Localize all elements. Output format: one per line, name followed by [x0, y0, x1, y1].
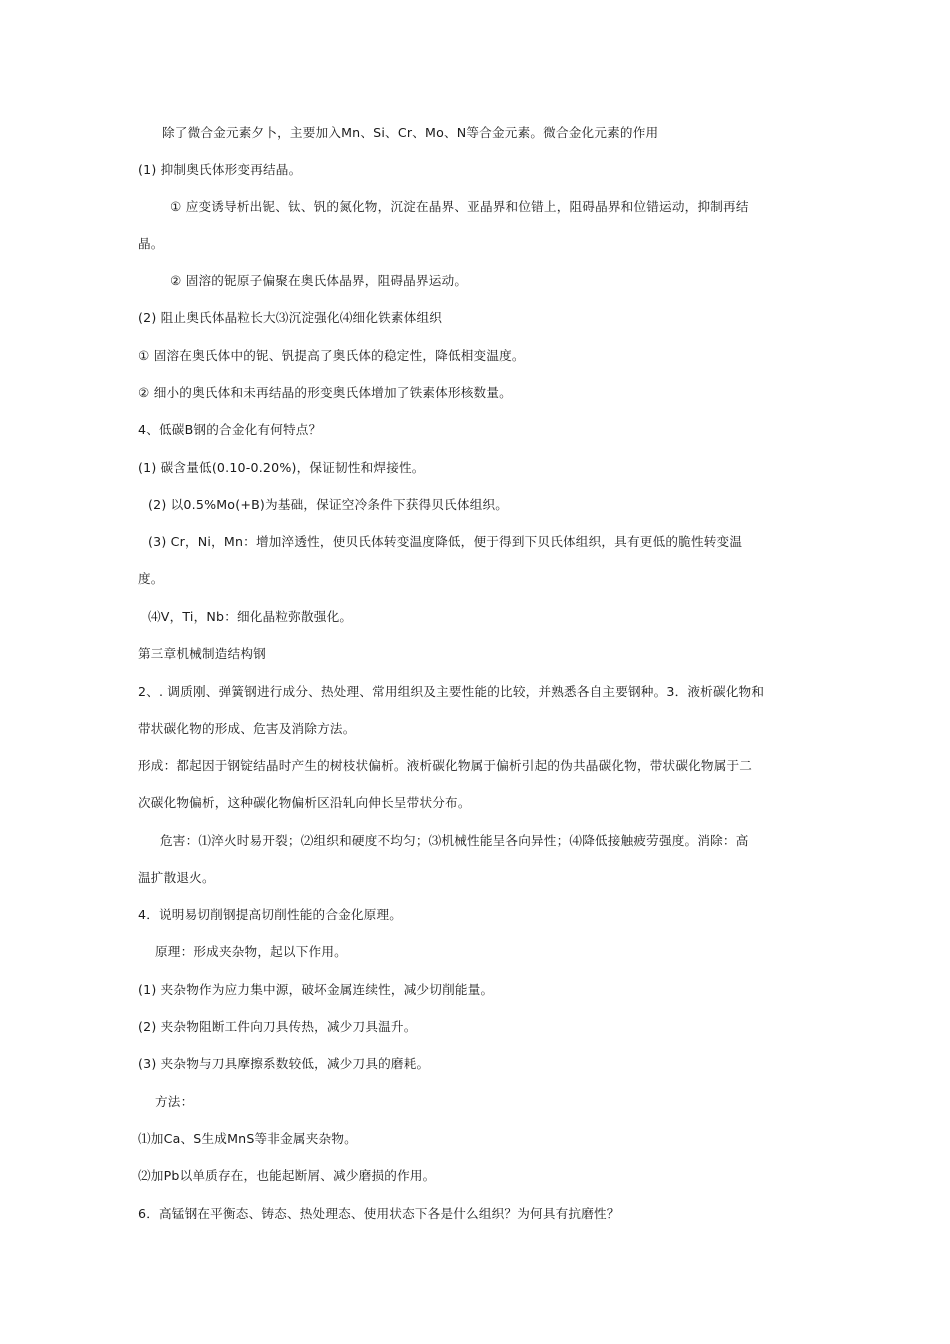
- text-line: 度。: [138, 571, 164, 586]
- text-line: ⑴加Ca、S生成MnS等非金属夹杂物。: [138, 1131, 357, 1146]
- text-line: ① 应变诱导析出铌、钛、钒的氮化物，沉淀在晶界、亚晶界和位错上，阻碍晶界和位错运动，抑制再结: [170, 199, 749, 214]
- text-line: ⑷V，Ti，Nb：细化晶粒弥散强化。: [148, 609, 353, 624]
- text-line: (1) 碳含量低(0.10-0.20%)，保证韧性和焊接性。: [138, 460, 425, 475]
- text-line: ② 固溶的铌原子偏聚在奥氏体晶界，阻碍晶界运动。: [170, 273, 468, 288]
- text-line: (3) Cr，Ni，Mn：增加淬透性，使贝氏体转变温度降低，便于得到下贝氏体组织，具有更低的脆性转变温: [148, 534, 743, 549]
- text-line: ⑵加Pb以单质存在，也能起断屑、减少磨损的作用。: [138, 1168, 436, 1183]
- text-line: 2、. 调质刚、弹簧钢进行成分、热处理、常用组织及主要性能的比较，并熟悉各自主要钢种。3．液析碳化物和: [138, 684, 765, 699]
- text-line: ② 细小的奥氏体和未再结晶的形变奥氏体增加了铁素体形核数量。: [138, 385, 512, 400]
- text-line: 4．说明易切削钢提高切削性能的合金化原理。: [138, 907, 403, 922]
- text-line: 危害：⑴淬火时易开裂；⑵组织和硬度不均匀；⑶机械性能呈各向异性；⑷降低接触疲劳强度。消除：高: [160, 833, 749, 848]
- text-line: 6．高锰钢在平衡态、铸态、热处理态、使用状态下各是什么组织？为何具有抗磨性？: [138, 1206, 620, 1221]
- text-line: (2) 阻止奥氏体晶粒长大⑶沉淀强化⑷细化铁素体组织: [138, 310, 443, 325]
- text-line: (2) 以0.5%Mo(+B)为基础，保证空冷条件下获得贝氏体组织。: [148, 497, 509, 512]
- text-line: (1) 抑制奥氏体形变再结晶。: [138, 162, 302, 177]
- text-line: 方法：: [155, 1094, 194, 1109]
- text-line: 次碳化物偏析，这种碳化物偏析区沿轧向伸长呈带状分布。: [138, 795, 471, 810]
- text-line: 形成：都起因于钢锭结晶时产生的树枝状偏析。液析碳化物属于偏析引起的伪共晶碳化物，带状碳化物属于二: [138, 758, 753, 773]
- text-line: 4、低碳B钢的合金化有何特点？: [138, 422, 322, 437]
- text-line: (1) 夹杂物作为应力集中源，破坏金属连续性，减少切削能量。: [138, 982, 494, 997]
- text-line: 温扩散退火。: [138, 870, 215, 885]
- text-line: 除了微合金元素夕卜，主要加入Mn、Si、Cr、Mo、N等合金元素。微合金化元素的作用: [162, 125, 659, 140]
- text-line: 晶。: [138, 236, 164, 251]
- text-line: ① 固溶在奥氏体中的铌、钒提高了奥氏体的稳定性，降低相变温度。: [138, 348, 525, 363]
- text-line: (3) 夹杂物与刀具摩擦系数较低，减少刀具的磨耗。: [138, 1056, 430, 1071]
- text-line: (2) 夹杂物阻断工件向刀具传热，减少刀具温升。: [138, 1019, 417, 1034]
- text-line: 带状碳化物的形成、危害及消除方法。: [138, 721, 356, 736]
- text-line: 第三章机械制造结构钢: [138, 646, 266, 661]
- text-line: 原理：形成夹杂物，起以下作用。: [155, 944, 347, 959]
